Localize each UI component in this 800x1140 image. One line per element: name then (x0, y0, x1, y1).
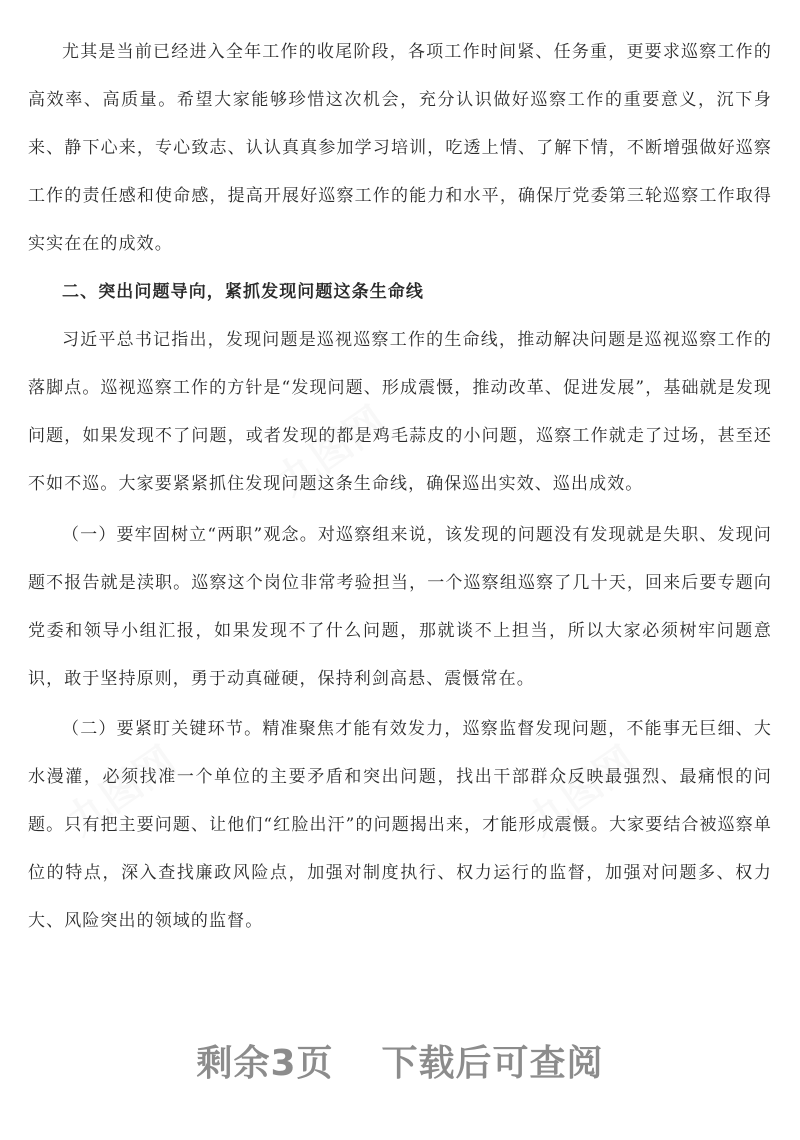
watermark-text: 九图网 (59, 738, 185, 845)
paragraph-3: （一）要牢固树立“两职”观念。对巡察组来说，该发现的问题没有发现就是失职、发现问题不报告就是渎职。巡察这个岗位非常考验担当，一个巡察组巡察了几十天，回来后要专题向党委和领导小组汇报，如果发现不了什么问题，那就谈不上担当，所以大家必须树牢问题意识，敢于坚持原则，勇于动真碰硬，保持利剑高悬、震慑常在。 (28, 525, 772, 689)
remaining-pages-label: 剩余3页 (196, 1043, 334, 1084)
paragraph-1: 尤其是当前已经进入全年工作的收尾阶段，各项工作时间紧、任务重，更要求巡察工作的高效率、高质量。希望大家能够珍惜这次机会，充分认识做好巡察工作的重要意义，沉下身来、静下心来，专心致志、认认真真参加学习培训，吃透上情、了解下情，不断增强做好巡察工作的责任感和使命感，提高开展好巡察工作的能力和水平，确保厅党委第三轮巡察工作取得实实在在的成效。 (28, 42, 772, 254)
cut-off-line (28, 0, 772, 14)
paragraph-4: （二）要紧盯关键环节。精准聚焦才能有效发力，巡察监督发现问题，不能事无巨细、大水漫灌，必须找准一个单位的主要矛盾和突出问题，找出干部群众反映最强烈、最痛恨的问题。只有把主要问题、让他们“红脸出汗”的问题揭出来，才能形成震慑。大家要结合被巡察单位的特点，深入查找廉政风险点，加强对制度执行、权力运行的监督，加强对问题多、权力大、风险突出的领域的监督。 (28, 719, 772, 931)
watermark-text: 九图网 (269, 398, 395, 505)
section-heading-2: 二、突出问题导向，紧抓发现问题这条生命线 (62, 282, 424, 302)
download-to-view-label: 下载后可查阅 (381, 1043, 604, 1084)
watermark-text: 九图网 (519, 738, 645, 845)
download-banner[interactable] (0, 1035, 800, 1086)
paragraph-2: 习近平总书记指出，发现问题是巡视巡察工作的生命线，推动解决问题是巡视巡察工作的落脚点。巡视巡察工作的方针是“发现问题、形成震慑，推动改革、促进发展”，基础就是发现问题，如果发现不了问题，或者发现的都是鸡毛蒜皮的小问题，巡察工作就走了过场，甚至还不如不巡。大家要紧紧抓住发现问题这条生命线，确保巡出实效、巡出成效。 (28, 330, 772, 494)
